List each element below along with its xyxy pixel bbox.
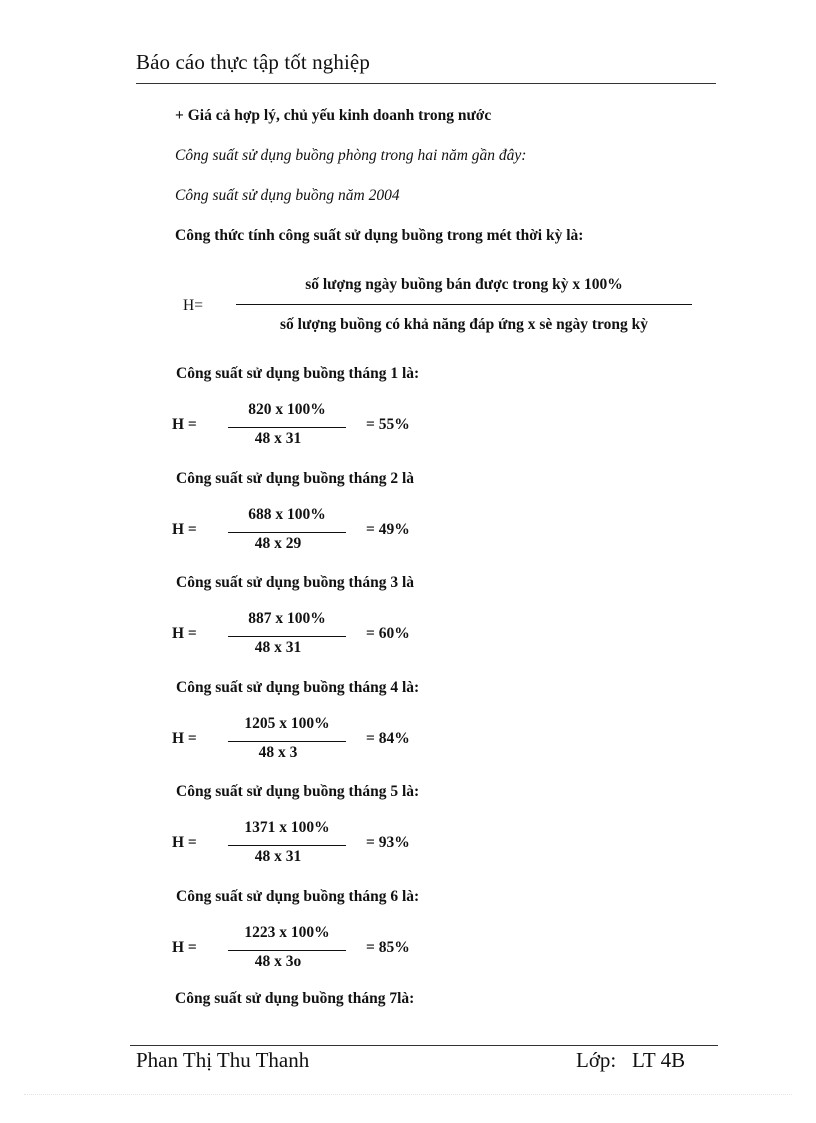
intro-line-1: + Giá cả hợp lý, chủ yếu kinh doanh trong nước [175, 107, 492, 124]
month-5-result: = 93% [366, 834, 410, 851]
month-6-denominator: 48 x 3o [254, 952, 302, 970]
month-6-h-label: H = [172, 938, 197, 956]
footer-author: Phan Thị Thu Thanh [136, 1048, 310, 1072]
footer-class-label: Lớp: [576, 1048, 617, 1072]
month-2-heading: Công suất sử dụng buồng tháng 2 là [176, 469, 415, 487]
month-1-fraction-bar [228, 427, 346, 428]
month-4-fraction-bar [228, 741, 346, 742]
month-2-numerator: 688 x 100% [248, 505, 326, 523]
month-4-heading: Công suất sử dụng buồng tháng 4 là: [176, 678, 420, 696]
intro-line-4: Công thức tính công suất sử dụng buồng trong mét thời kỳ là: [175, 227, 584, 244]
page-bottom-edge [24, 1094, 792, 1095]
formula-numerator: số lượng ngày buồng bán được trong kỳ x 100% [305, 276, 623, 293]
month-5-denominator: 48 x 31 [254, 848, 302, 865]
month-5-fraction-bar [228, 845, 346, 846]
month-3-result: = 60% [366, 625, 410, 642]
month-1-numerator: 820 x 100% [248, 401, 326, 418]
month-4-result: = 84% [366, 729, 410, 747]
formula-fraction-bar [236, 304, 692, 305]
month-4-numerator: 1205 x 100% [244, 714, 330, 732]
month-1-h-label: H = [172, 416, 197, 433]
formula-label: H= [183, 297, 203, 314]
month-2-fraction-bar [228, 532, 346, 533]
month-1-denominator: 48 x 31 [254, 430, 302, 447]
month-3-numerator: 887 x 100% [248, 610, 326, 627]
month-7-heading: Công suất sử dụng buồng tháng 7là: [175, 990, 415, 1007]
month-5-h-label: H = [172, 834, 197, 851]
footer-class-value: LT 4B [632, 1048, 686, 1072]
month-2-denominator: 48 x 29 [254, 534, 302, 552]
intro-line-3: Công suất sử dụng buồng năm 2004 [175, 187, 400, 204]
header-divider [136, 83, 716, 84]
month-4-denominator: 48 x 3 [258, 743, 298, 761]
month-1-heading: Công suất sử dụng buồng tháng 1 là: [176, 365, 420, 382]
footer-class [576, 1048, 685, 1073]
month-1-result: = 55% [366, 416, 410, 433]
footer-divider [130, 1045, 718, 1046]
intro-line-2: Công suất sử dụng buồng phòng trong hai năm gần đây: [175, 147, 527, 164]
month-6-numerator: 1223 x 100% [244, 923, 330, 941]
month-5-numerator: 1371 x 100% [244, 819, 330, 836]
month-6-heading: Công suất sử dụng buồng tháng 6 là: [176, 887, 420, 905]
month-3-h-label: H = [172, 625, 197, 642]
formula-denominator: số lượng buồng có khả năng đáp ứng x sè ngày trong kỳ [279, 316, 648, 333]
page-title: Báo cáo thực tập tốt nghiệp [136, 50, 370, 74]
month-5-heading: Công suất sử dụng buồng tháng 5 là: [176, 783, 420, 800]
month-3-heading: Công suất sử dụng buồng tháng 3 là [176, 574, 415, 591]
month-6-result: = 85% [366, 938, 410, 956]
month-2-result: = 49% [366, 520, 410, 538]
month-4-h-label: H = [172, 729, 197, 747]
month-3-denominator: 48 x 31 [254, 639, 302, 656]
month-3-fraction-bar [228, 636, 346, 637]
month-2-h-label: H = [172, 520, 197, 538]
month-6-fraction-bar [228, 950, 346, 951]
